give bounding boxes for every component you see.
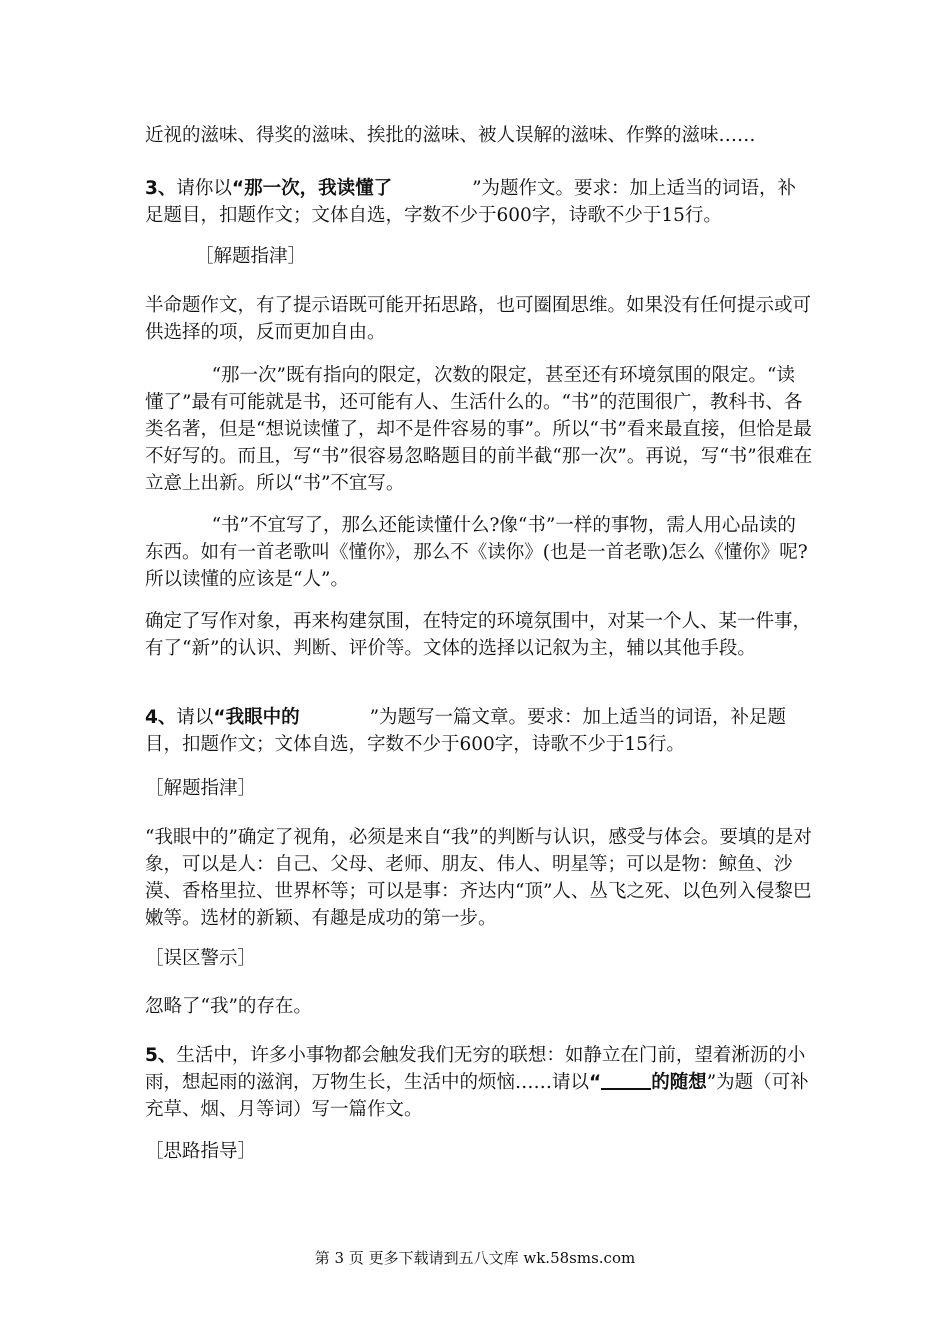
question-5-title: 的随想 bbox=[651, 1072, 707, 1093]
question-4-number: 4、 bbox=[145, 707, 177, 728]
question-4 bbox=[145, 704, 813, 758]
paragraph-warning: 忽略了“我”的存在。 bbox=[145, 996, 312, 1017]
paragraph-that-time: “那一次”既有指向的限定，次数的限定，甚至还有环境氛围的限定。“读懂了”最有可能就是书，还可能有人、生活什么的。“书”的范围很广，教科书、各类名著，但是“想说读懂了，却不是件容易的事”。所以“书”看来最直接，但恰是最不好写的。而且，写“书”很容易忽略题目的前半截“那一次”。再说，写“书”很难在立意上出新。所以“书”不宜写。 bbox=[145, 365, 813, 494]
section-label-thinking: ［思路指导］ bbox=[145, 1141, 257, 1162]
question-3-prompt: 请你以 bbox=[176, 178, 232, 199]
question-5-number: 5、 bbox=[145, 1045, 177, 1066]
question-4-close-quote: ” bbox=[369, 707, 380, 728]
section-label-guide: ［解题指津］ bbox=[145, 778, 257, 799]
question-5-close-quote: ” bbox=[706, 1072, 717, 1093]
page-footer: 第 3 页 更多下载请到五八文库 wk.58sms.com bbox=[314, 1249, 636, 1267]
question-4-open-quote: “ bbox=[213, 707, 226, 728]
question-3-title: 那一次，我读懂了 bbox=[244, 178, 393, 199]
paragraph-writing-object: 确定了写作对象，再来构建氛围，在特定的环境氛围中，对某一个人、某一件事，有了“新”的认识、判断、评价等。文体的选择以记叙为主，辅以其他手段。 bbox=[145, 611, 812, 659]
question-3-open-quote: “ bbox=[231, 178, 245, 199]
question-3-requirements: 为题作文。要求：加上适当的词语，补足题目，扣题作文；文体自选，字数不少于600字，诗歌不少于15行。 bbox=[145, 178, 797, 226]
question-5-prompt: 生活中，许多小事物都会触发我们无穷的联想：如静立在门前，望着淅沥的小雨，想起雨的滋润，万物生长，生活中的烦恼……请以 bbox=[145, 1045, 806, 1093]
section-label-guide: ［解题指津］ bbox=[195, 246, 307, 267]
question-5-open-quote: “ bbox=[589, 1072, 602, 1093]
paragraph-not-book: “书”不宜写了，那么还能读懂什么?像“书”一样的事物，需人用心品读的东西。如有一首老歌叫《懂你》，那么不《读你》(也是一首老歌)怎么《懂你》呢?所以读懂的应该是“人”。 bbox=[145, 515, 808, 590]
paragraph-my-eyes: “我眼中的”确定了视角，必须是来自“我”的判断与认识，感受与体会。要填的是对象，可以是人：自己、父母、老师、朋友、伟人、明星等；可以是物：鲸鱼、沙漠、香格里拉、世界杯等；可以是事：齐达内“顶”人、丛飞之死、以色列入侵黎巴嫩等。选材的新颖、有趣是成功的第一步。 bbox=[145, 827, 812, 929]
question-3-number: 3、 bbox=[145, 178, 177, 199]
question-5 bbox=[145, 1042, 813, 1123]
paragraph-semi-title: 半命题作文，有了提示语既可能开拓思路，也可圈囿思维。如果没有任何提示或可供选择的项，反而更加自由。 bbox=[145, 295, 812, 343]
question-3-close-quote: ” bbox=[472, 178, 482, 199]
question-4-requirements: 为题写一篇文章。要求：加上适当的词语，补足题目，扣题作文；文体自选，字数不少于600字，诗歌不少于15行。 bbox=[145, 707, 787, 755]
question-4-title: 我眼中的 bbox=[225, 707, 300, 728]
question-4-prompt: 请以 bbox=[176, 707, 214, 728]
paragraph-flavors: 近视的滋味、得奖的滋味、挨批的滋味、被人误解的滋味、作弊的滋味…… bbox=[145, 125, 756, 146]
question-5-requirements: 为题（可补充草、烟、月等词）写一篇作文。 bbox=[145, 1072, 809, 1120]
section-label-warning: ［误区警示］ bbox=[145, 948, 257, 969]
question-3 bbox=[145, 175, 813, 229]
title-blank bbox=[601, 1070, 651, 1090]
